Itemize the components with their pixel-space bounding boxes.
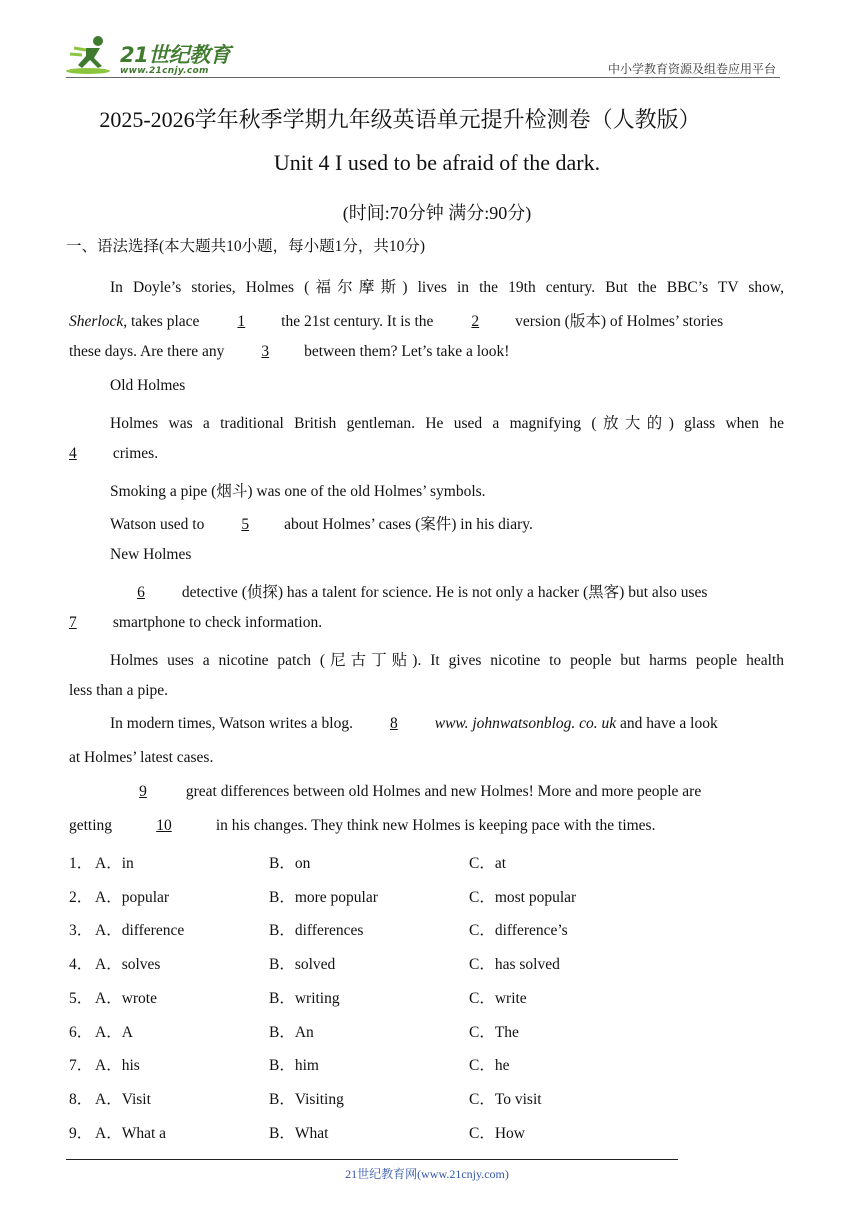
option-b[interactable]: B．on — [269, 855, 311, 872]
passage-line: Smoking a pipe (烟斗) was one of the old Holmes’ symbols. — [110, 483, 486, 500]
option-c[interactable]: C．difference’s — [469, 922, 568, 939]
option-a[interactable]: A．popular — [95, 889, 170, 906]
blank-2[interactable]: 2 — [471, 313, 480, 330]
question-number: 1． — [69, 855, 93, 872]
passage-text: in his changes. They think new Holmes is keeping pace with the times. — [215, 817, 656, 834]
subheading-new-holmes: New Holmes — [110, 546, 192, 563]
show-title: Sherlock — [69, 313, 124, 330]
option-a[interactable]: A．difference — [95, 922, 185, 939]
passage-line — [69, 817, 655, 835]
passage-line — [69, 343, 509, 361]
option-c[interactable]: C．To visit — [469, 1091, 542, 1108]
option-a[interactable]: A．wrote — [95, 990, 157, 1007]
footer-link[interactable]: 21世纪教育网(www.21cnjy.com) — [345, 1167, 509, 1181]
option-c[interactable]: C．he — [469, 1057, 510, 1074]
question-number: 7． — [69, 1057, 93, 1074]
blog-url: www. johnwatsonblog. co. uk — [434, 715, 617, 732]
passage-text: Watson used to — [110, 516, 205, 533]
runner-logo-icon — [66, 34, 116, 76]
question-number: 6． — [69, 1024, 93, 1041]
passage-text: , takes place — [123, 313, 200, 330]
question-number: 2． — [69, 889, 93, 906]
passage-line: Holmes was a traditional British gentleman. He used a magnifying (放大的) glass when he — [110, 415, 784, 432]
option-c[interactable]: C．write — [469, 990, 527, 1007]
platform-label: 中小学教育资源及组卷应用平台 — [607, 62, 776, 76]
option-a[interactable]: A．solves — [95, 956, 161, 973]
option-c[interactable]: C．The — [469, 1024, 519, 1041]
passage-text: crimes. — [112, 445, 159, 462]
blank-6[interactable]: 6 — [137, 584, 145, 601]
passage-line — [110, 512, 533, 534]
passage-line — [110, 783, 701, 801]
blank-1[interactable]: 1 — [237, 313, 246, 330]
passage-text: getting — [69, 817, 113, 834]
option-b[interactable]: B．An — [269, 1024, 314, 1041]
passage-line — [110, 580, 707, 602]
passage-text: about Holmes’ cases (案件) in his diary. — [284, 516, 533, 533]
passage-text: and have a look — [620, 715, 718, 732]
time-info: (时间:70分钟 满分:90分) — [342, 203, 532, 223]
option-c[interactable]: C．most popular — [469, 889, 577, 906]
option-b[interactable]: B．What — [269, 1125, 329, 1142]
blank-10[interactable]: 10 — [156, 817, 172, 834]
option-a[interactable]: A．his — [95, 1057, 140, 1074]
option-b[interactable]: B．writing — [269, 990, 340, 1007]
option-a[interactable]: A．in — [95, 855, 134, 872]
passage-line: Holmes uses a nicotine patch (尼古丁贴). It gives nicotine to people but harms people health — [110, 652, 784, 669]
passage-text: version (版本) of Holmes’ stories — [515, 313, 724, 330]
blank-4[interactable]: 4 — [69, 445, 77, 462]
passage-text: In modern times, Watson writes a blog. — [110, 715, 353, 732]
option-b[interactable]: B．differences — [269, 922, 364, 939]
passage-text: smartphone to check information. — [112, 614, 323, 631]
page-header — [0, 0, 860, 80]
subheading-old-holmes: Old Holmes — [110, 377, 186, 394]
logo-url: www.21cnjy.com — [120, 66, 209, 76]
section-title: 一、语法选择(本大题共10小题，每小题1分，共10分) — [66, 238, 426, 255]
option-c[interactable]: C．How — [469, 1125, 525, 1142]
page-title: 2025-2026学年秋季学期九年级英语单元提升检测卷（人教版） — [99, 107, 701, 132]
option-b[interactable]: B．solved — [269, 956, 336, 973]
logo-text: 21世纪教育 — [120, 43, 231, 67]
blank-7[interactable]: 7 — [69, 614, 77, 631]
unit-subtitle: Unit 4 I used to be afraid of the dark. — [273, 150, 601, 175]
option-a[interactable]: A．Visit — [95, 1091, 151, 1108]
footer-divider — [66, 1159, 678, 1160]
passage-text: great differences between old Holmes and new Holmes! More and more people are — [185, 783, 702, 800]
option-b[interactable]: B．more popular — [269, 889, 378, 906]
header-divider — [66, 77, 780, 78]
question-number: 9． — [69, 1125, 93, 1142]
option-a[interactable]: A．What a — [95, 1125, 167, 1142]
passage-line: less than a pipe. — [69, 682, 169, 699]
blank-5[interactable]: 5 — [241, 516, 250, 533]
blank-9[interactable]: 9 — [139, 783, 147, 800]
passage-line — [69, 614, 322, 632]
passage-line — [69, 309, 723, 331]
passage-line: In Doyle’s stories, Holmes (福尔摩斯) lives in the 19th century. But the BBC’s TV show, — [110, 279, 784, 296]
option-a[interactable]: A．A — [95, 1024, 133, 1041]
passage-line — [69, 445, 158, 463]
passage-line: at Holmes’ latest cases. — [69, 749, 214, 766]
question-number: 5． — [69, 990, 93, 1007]
passage-text: between them? Let’s take a look! — [304, 343, 510, 360]
logo — [66, 34, 230, 76]
blank-8[interactable]: 8 — [389, 715, 398, 732]
option-b[interactable]: B．Visiting — [269, 1091, 344, 1108]
passage-line — [110, 715, 718, 733]
option-c[interactable]: C．has solved — [469, 956, 560, 973]
option-c[interactable]: C．at — [469, 855, 507, 872]
passage-text: detective (侦探) has a talent for science. He is not only a hacker (黑客) but also uses — [181, 584, 708, 601]
question-number: 8． — [69, 1091, 93, 1108]
blank-3[interactable]: 3 — [261, 343, 270, 360]
question-number: 4． — [69, 956, 93, 973]
passage-text: the 21st century. It is the — [281, 313, 434, 330]
passage-text: these days. Are there any — [69, 343, 225, 360]
question-number: 3． — [69, 922, 93, 939]
option-b[interactable]: B．him — [269, 1057, 319, 1074]
